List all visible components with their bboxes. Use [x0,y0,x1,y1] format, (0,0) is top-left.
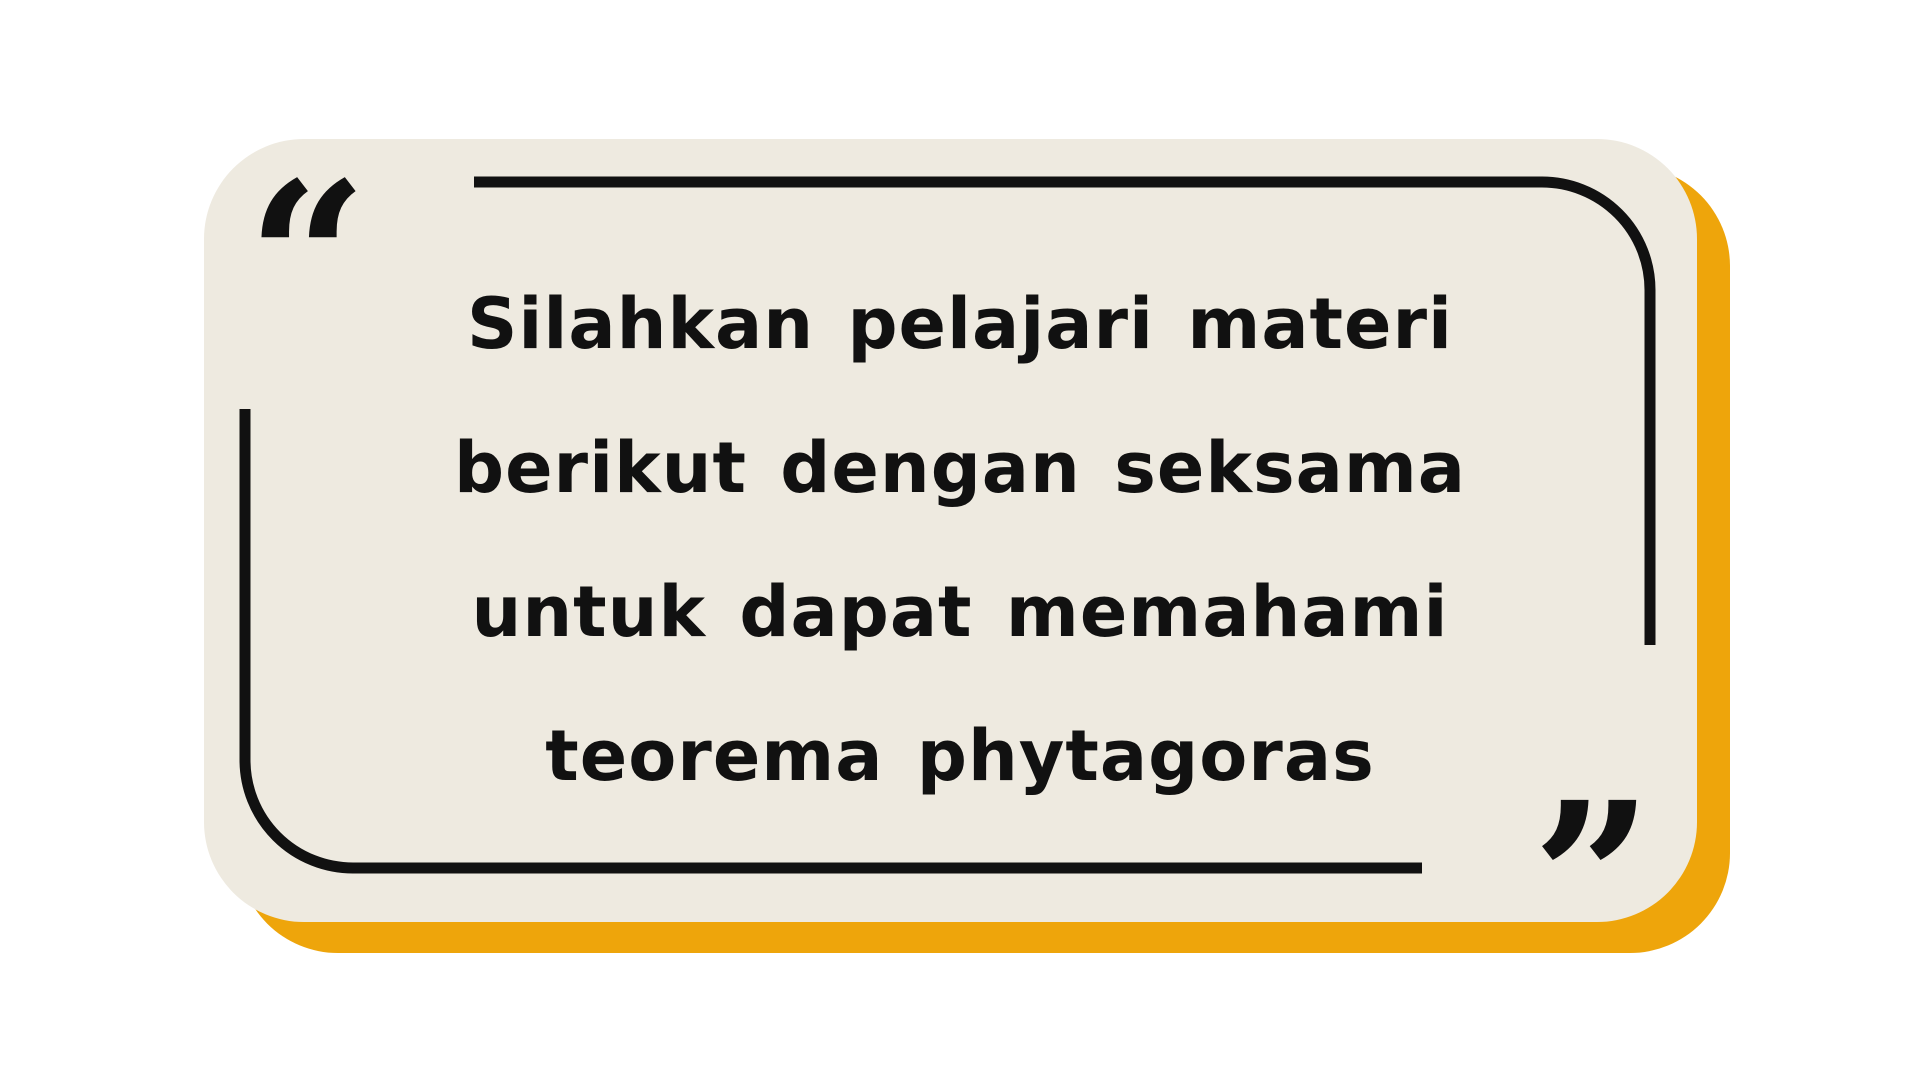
quote-text: Silahkan pelajari materi berikut dengan seksama untuk dapat memahami teorema phytagoras [453,283,1467,797]
open-quote-icon: “ [247,136,368,383]
close-quote-icon: ” [1532,756,1653,1003]
